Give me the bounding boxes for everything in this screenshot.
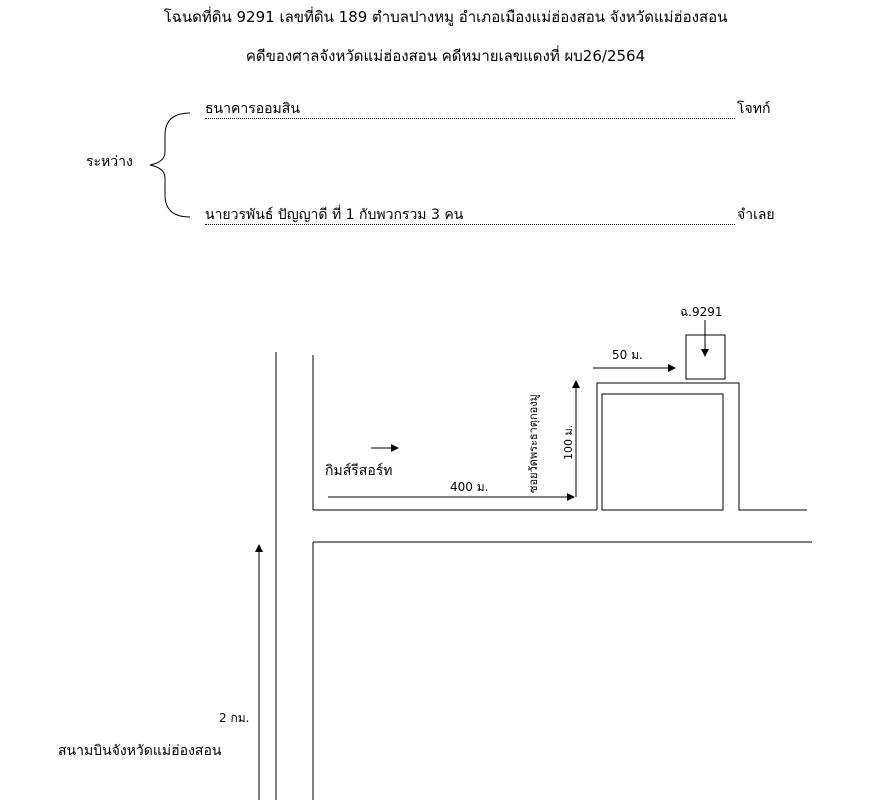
soi-outline xyxy=(597,383,807,510)
defendant-role: จำเลย xyxy=(737,207,775,223)
between-label: ระหว่าง xyxy=(86,154,133,170)
distance-50m-label: 50 ม. xyxy=(612,348,643,362)
airport-label: สนามบินจังหวัดแม่ฮ่องสอน xyxy=(58,743,222,759)
defendant-name: นายวรพันธ์ ปัญญาดี ที่ 1 กับพวกรวม 3 คน xyxy=(205,207,464,223)
document-title-line2: คดีของศาลจังหวัดแม่ฮ่องสอน คดีหมายเลขแดงที่ ผบ26/2564 xyxy=(245,47,646,65)
distance-100m-label: 100 ม. xyxy=(562,424,575,460)
soi-name-label: ซอยวัดพระธาตุกองมู xyxy=(527,394,540,493)
plaintiff-name: ธนาคารออมสิน xyxy=(205,101,300,117)
document-title-line1: โฉนดที่ดิน 9291 เลขที่ดิน 189 ตำบลปางหมู อำเภอเมืองแม่ฮ่องสอน จังหวัดแม่ฮ่องสอน xyxy=(163,8,728,26)
distance-2km-label: 2 กม. xyxy=(219,711,250,725)
deed-number-label: ฉ.9291 xyxy=(680,305,723,319)
resort-label: กิมส์รีสอร์ท xyxy=(325,463,393,479)
land-parcel xyxy=(602,394,723,510)
plaintiff-role: โจทก์ xyxy=(737,101,771,117)
distance-400m-label: 400 ม. xyxy=(450,480,489,494)
